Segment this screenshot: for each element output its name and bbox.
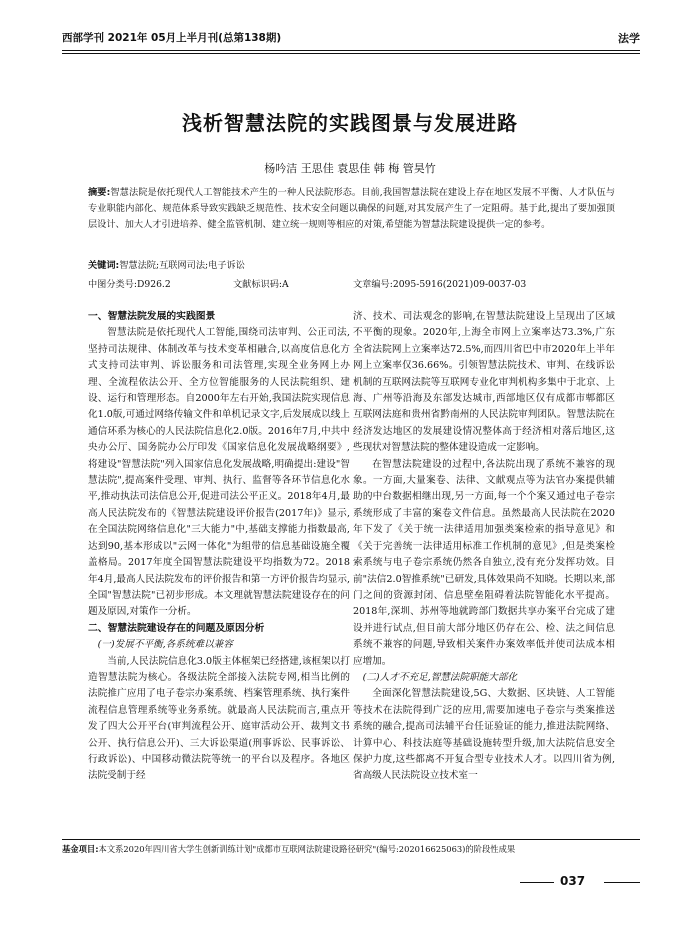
article-number: 文章编号:2095-5916(2021)09-0037-03 (353, 279, 527, 290)
abstract (88, 185, 615, 233)
author-list: 杨吟洁 王思佳 袁思佳 韩 梅 管昊竹 (264, 162, 436, 175)
paragraph: 在智慧法院建设的过程中,各法院出现了系统不兼容的现象。一方面,大量案卷、法律、文献观点等为法官办案提供辅助的中台数据相继出现,另一方面,每一个个案又通过电子卷宗系统形成了丰富的案卷文件信息。虽然最高人民法院在2020年下发了《关于统一法律适用加强类案检索的指导意见》和《关于完善统一法律适用标准工作机制的意见》,但是类案检索系统与电子卷宗系统仍然各自独立,没有充分发挥功效。目前"法信2.0智推系统"已研发,具体效果尚不知晓。长期以来,部门之间的资源封闭、信息壁垒阻碍着法院智能化水平提高。2018年,深圳、苏州等地就跨部门数据共享办案平台完成了建设并进行试点,但目前大部分地区仍存在公、检、法之间信息系统不兼容的问题,导致相关案件办案效率低并使司法成本相应增加。 (353, 458, 615, 667)
paragraph: 济、技术、司法观念的影响,在智慧法院建设上呈现出了区域不平衡的现象。2020年,上海全市网上立案率达73.3%,广东全省法院网上立案率达72.5%,而四川省巴中市2020年上半年网上立案率仅36.66%。引领智慧法院技术、审判、在线诉讼机制的互联网法院等互联网专业化审判机构多集中于北京、上海、广州等沿海及东部发达城市,西部地区仅有成都市郫都区互联网法庭和贵州省黔南州的人民法院审判团队。智慧法院在经济发达地区的发展建设情况整体高于经济相对落后地区,这些现状对智慧法院的整体建设造成一定影响。 (353, 311, 615, 454)
right-column (353, 309, 615, 785)
running-header (62, 30, 640, 50)
subsection-heading-1: (一)发展不平衡,各系统难以兼容 (97, 639, 233, 651)
journal-info: 西部学刊 2021年 05月上半月刊(总第138期) (62, 32, 282, 44)
footnote-rule (62, 839, 640, 840)
clc-number: 中图分类号:D926.2 (88, 279, 171, 290)
paragraph: 全面深化智慧法院建设,5G、大数据、区块链、人工智能等技术在法院得到广泛的应用,需要加速电子卷宗与类案推送系统的融合,提高司法辅平台任证验证的能力,推进法院网络、计算中心、科技法庭等基础设施转型升级,加大法院信息安全保护力度,这些都离不开复合型专业技术人才。以四川省为例,省高级人民法院设立技术室一 (353, 688, 615, 782)
footnote (62, 843, 640, 855)
left-column (88, 309, 350, 785)
section-heading-1: 一、智慧法院发展的实践图景 (88, 311, 216, 322)
abstract-text: 智慧法院是依托现代人工智能技术产生的一种人民法院形态。目前,我国智慧法院在建设上存在地区发展不平衡、人才队伍与专业职能内部化、规范体系导致实践缺乏规范性、技术安全问题以确保的问题,对其发展产生了一定阻碍。基于此,提出了要加强顶层设计、加大人才引进培养、健全监管机制、建立统一规则等相应的对策,希望能为智慧法院建设提供一定的参考。 (88, 187, 615, 230)
footnote-text: 本文系2020年四川省大学生创新训练计划"成都市互联网法院建设路径研究"(编号:202016625063)的阶段性成果 (98, 844, 516, 854)
abstract-label: 摘要: (88, 187, 111, 198)
subsection-heading-2: (二)人才不充足,智慧法院职能大部化 (362, 671, 518, 683)
page-number: 037 (560, 874, 586, 888)
header-rule (62, 50, 640, 51)
keywords (88, 257, 615, 271)
footnote-label: 基金项目: (62, 844, 99, 854)
section-label: 法学 (618, 32, 640, 45)
page-number-rule-left (520, 882, 554, 883)
paragraph: 当前,人民法院信息化3.0版主体框架已经搭建,该框架以打造智慧法院为核心。各级法院全部接入法院专网,相当比例的法院推广应用了电子卷宗办案系统、档案管理系统、执行案件流程信息管理系统等业务系统。就最高人民法院而言,重点开发了四大公开平台(审判流程公开、庭审活动公开、裁判文书公开、执行信息公开)、三大诉讼渠道(刑事诉讼、民事诉讼、行政诉讼)、中国移动微法院等统一的平台以及程序。各地区法院受制于经 (88, 655, 350, 782)
header-rule-thin (62, 53, 640, 54)
keywords-label: 关键词: (88, 260, 120, 271)
page-number-rule-right (604, 882, 640, 883)
section-heading-2: 二、智慧法院建设存在的问题及原因分析 (88, 622, 265, 634)
keywords-text: 智慧法院;互联网司法;电子诉讼 (119, 260, 245, 271)
paragraph: 智慧法院是依托现代人工智能,围绕司法审判、公正司法,坚持司法规律、体制改革与技术变革相融合,以高度信息化方式支持司法审判、诉讼服务和司法管理,实现全业务网上办理、全流程依法公开、全方位智能服务的人民法院组织、建设、运行和管理形态。自2000年左右开始,我国法院实现信息化1.0版,可通过网络传输文件和单机记录文字,后发展成以线上通信环系为核心的人民法院信息化2.0版。2016年7月,中共中央办公厅、国务院办公厅印发《国家信息化发展战略纲要》,将建设"智慧法院"列入国家信息化发展战略,明确提出:建设"智慧法院",提高案件受理、审判、执行、监督等各环节信息化水平,推动执法司法信息公开,促进司法公平正义。2018年4月,最高人民法院发布的《智慧法院建设评价报告(2017年)》显示,在全国法院网络信息化"三大能力"中,基础支撑能力指数最高,达到90,基本形成以"云网一体化"为组带的信息基础设施全覆盖格局。2017年度全国智慧法院建设平均指数为72。2018年4月,最高人民法院发布的评价报告和第一方评价报告均显示,全国"智慧法院"已初步形成。本文理就智慧法院建设存在的问题及原因,对策作一分析。 (88, 327, 350, 618)
article-title: 浅析智慧法院的实践图景与发展进路 (182, 111, 518, 135)
document-code: 文献标识码:A (233, 279, 289, 290)
